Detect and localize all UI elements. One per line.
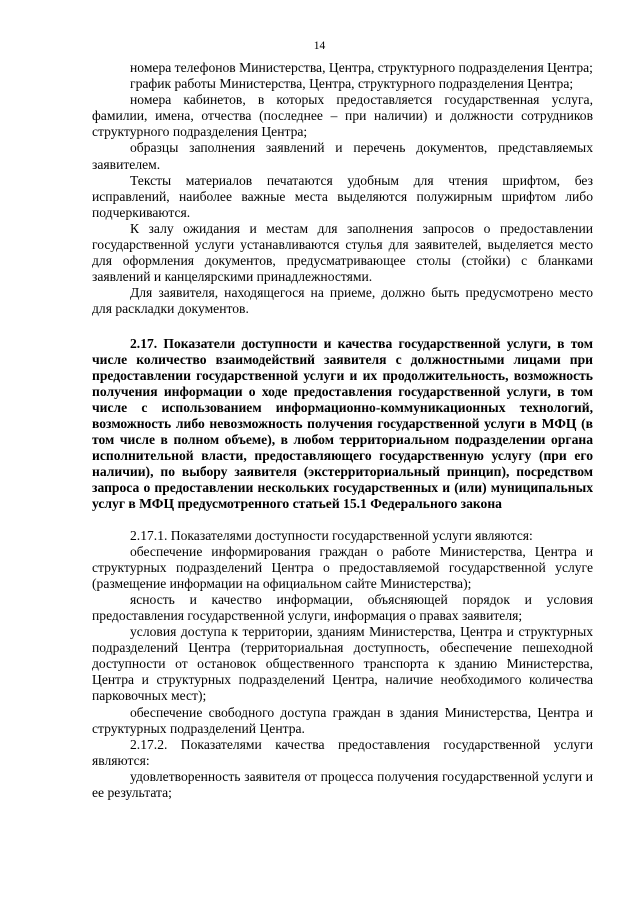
paragraph-samples: образцы заполнения заявлений и перечень документов, представляемых заявителем. <box>92 140 593 172</box>
paragraph-free-access: обеспечение свободного доступа граждан в здания Министерства, Центра и структурных подразделений Центра. <box>92 704 593 736</box>
paragraph-satisfaction: удовлетворенность заявителя от процесса получения государственной услуги и ее результата; <box>92 768 593 801</box>
paragraph-applicant-place: Для заявителя, находящегося на приеме, должно быть предусмотрено место для раскладки документов. <box>92 285 593 317</box>
paragraph-waiting-hall: К залу ожидания и местам для заполнения запросов о предоставлении государственной услуги устанавливаются стулья для заявителей, выделяется место для оформления документов, предусматривающее столы (стойки) с бланками заявлений и канцелярскими принадлежностями. <box>92 220 593 285</box>
paragraph-clarity: ясность и качество информации, объясняющей порядок и условия предоставления государственной услуги, информация о правах заявителя; <box>92 591 593 623</box>
paragraph-2-17-1: 2.17.1. Показателями доступности государственной услуги являются: <box>130 527 533 543</box>
paragraph-schedule: график работы Министерства, Центра, структурного подразделения Центра; <box>130 76 574 92</box>
paragraph-phones: номера телефонов Министерства, Центра, структурного подразделения Центра; <box>130 60 593 75</box>
section-spacer <box>92 513 593 528</box>
paragraph-access: условия доступа к территории, зданиям Министерства, Центра и структурных подразделений Центра (территориальная доступность, обеспечение пешеходной доступности от остановок общественного транспорта к зданию Министерства, Центра и структурных подразделений Центра, наличие необходимого количества парковочных мест); <box>92 624 593 704</box>
paragraph-2-17-2: 2.17.2. Показателями качества предоставления государственной услуги являются: <box>92 736 593 768</box>
document-body <box>92 60 593 801</box>
paragraph-cabinets: номера кабинетов, в которых предоставляется государственная услуга, фамилии, имена, отчества (последнее – при наличии) и должности сотрудников структурного подразделения Центра; <box>92 92 593 140</box>
paragraph-informing: обеспечение информирования граждан о работе Министерства, Центра и структурных подразделений Центра о предоставляемой государственной услуге (размещение информации на официальном сайте Министерства); <box>92 543 593 591</box>
section-heading: 2.17. Показатели доступности и качества государственной услуги, в том числе количество взаимодействий заявителя с должностными лицами при предоставлении государственной услуги и их продолжительность, возможность получения информации о ходе предоставления государственной услуги, в том числе с использованием информационно-коммуникационных технологий, возможность либо невозможность получения государственной услуги в МФЦ (в том числе в полном объеме), в любом территориальном подразделении органа исполнительной власти, предоставляющего государственную услугу (при его наличии), по выбору заявителя (экстерриториальный принцип), посредством запроса о предоставлении нескольких государственных и (или) муниципальных услуг в МФЦ предусмотренного статьей 15.1 Федерального закона <box>92 335 593 512</box>
section-spacer <box>92 318 593 336</box>
page-number: 14 <box>313 40 326 52</box>
paragraph-texts: Тексты материалов печатаются удобным для чтения шрифтом, без исправлений, наиболее важные места выделяются полужирным шрифтом либо подчеркиваются. <box>92 172 593 220</box>
